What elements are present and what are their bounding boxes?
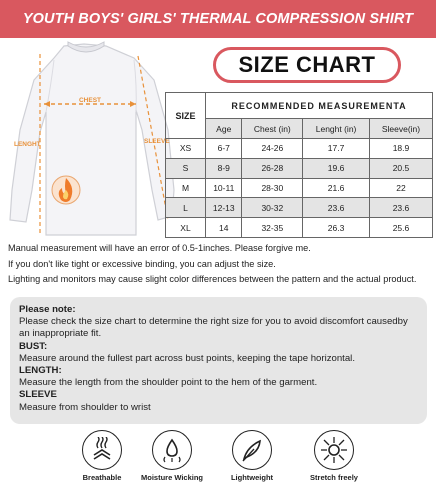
table-row	[166, 178, 433, 198]
length-cell: 26.3	[303, 218, 370, 238]
column-header: Chest (in)	[242, 119, 303, 139]
note-line: If you don't like tight or excessive binding, you can adjust the size.	[8, 258, 276, 269]
age-cell: 8-9	[206, 158, 242, 178]
note-line: Manual measurement will have an error of 0.5-1inches. Please forgive me.	[8, 243, 311, 253]
title-banner	[0, 0, 436, 38]
column-header: Sleeve(in)	[369, 119, 432, 139]
chest-cell: 26-28	[242, 158, 303, 178]
feature-moisture-wicking	[132, 430, 212, 482]
column-header: Lenght (in)	[303, 119, 370, 139]
feature-label: Breathable	[82, 473, 122, 482]
size-cell: XL	[166, 218, 206, 238]
table-row	[166, 139, 433, 159]
length-cell: 17.7	[303, 139, 370, 159]
feature-icons	[62, 430, 412, 488]
sleeve-text: Measure from shoulder to wrist	[19, 401, 151, 413]
size-column-header: SIZE	[166, 93, 206, 139]
feature-label: Moisture Wicking	[140, 473, 204, 482]
size-cell: S	[166, 158, 206, 178]
age-cell: 14	[206, 218, 242, 238]
sleeve-label: SLEEVE	[144, 138, 170, 145]
sleeve-cell: 25.6	[369, 218, 432, 238]
table-row	[166, 158, 433, 178]
table-row	[166, 198, 433, 218]
chest-cell: 24-26	[242, 139, 303, 159]
measurement-group-header: RECOMMENDED MEASUREMENTA	[206, 93, 433, 119]
length-heading: LENGTH:	[19, 365, 62, 377]
size-cell: M	[166, 178, 206, 198]
sleeve-cell: 23.6	[369, 198, 432, 218]
length-cell: 23.6	[303, 198, 370, 218]
age-cell: 10-11	[206, 178, 242, 198]
lightweight-feather-icon	[232, 430, 272, 470]
breathable-icon	[82, 430, 122, 470]
note-line: Lighting and monitors may cause slight color differences between the pattern and the actual product.	[8, 274, 417, 285]
chest-cell: 32-35	[242, 218, 303, 238]
moisture-wicking-icon	[152, 430, 192, 470]
shirt-illustration	[6, 40, 176, 240]
size-cell: L	[166, 198, 206, 218]
column-header: Age	[206, 119, 242, 139]
feature-lightweight	[212, 430, 292, 482]
length-text: Measure the length from the shoulder point to the hem of the garment.	[19, 377, 318, 389]
sleeve-heading: SLEEVE	[19, 389, 57, 401]
chest-label: CHEST	[78, 97, 102, 104]
length-cell: 21.6	[303, 178, 370, 198]
bust-text: Measure around the fullest part across bust points, keeping the tape horizontal.	[19, 352, 355, 364]
feature-stretch	[294, 430, 374, 482]
bust-heading: BUST:	[19, 340, 48, 352]
please-note-panel	[10, 297, 427, 424]
size-table	[165, 92, 433, 238]
age-cell: 12-13	[206, 198, 242, 218]
chest-cell: 30-32	[242, 198, 303, 218]
measurement-notes	[8, 242, 432, 289]
sleeve-cell: 20.5	[369, 158, 432, 178]
age-cell: 6-7	[206, 139, 242, 159]
banner-title: YOUTH BOYS' GIRLS' THERMAL COMPRESSION SHIRT	[22, 11, 414, 27]
table-row	[166, 218, 433, 238]
feature-breathable	[62, 430, 142, 482]
panel-heading: Please note:	[19, 304, 76, 315]
feature-label: Lightweight	[230, 473, 274, 482]
thermal-flame-icon	[52, 176, 80, 204]
length-label: LENGHT	[14, 141, 41, 148]
size-cell: XS	[166, 139, 206, 159]
chest-cell: 28-30	[242, 178, 303, 198]
sleeve-cell: 18.9	[369, 139, 432, 159]
length-cell: 19.6	[303, 158, 370, 178]
panel-intro: Please check the size chart to determine the right size for you to avoid discomfort causedby an inappropriate fit.	[19, 316, 408, 340]
stretch-icon	[314, 430, 354, 470]
size-chart-title: SIZE CHART	[213, 47, 401, 83]
feature-label: Stretch freely	[310, 473, 358, 482]
sleeve-cell: 22	[369, 178, 432, 198]
